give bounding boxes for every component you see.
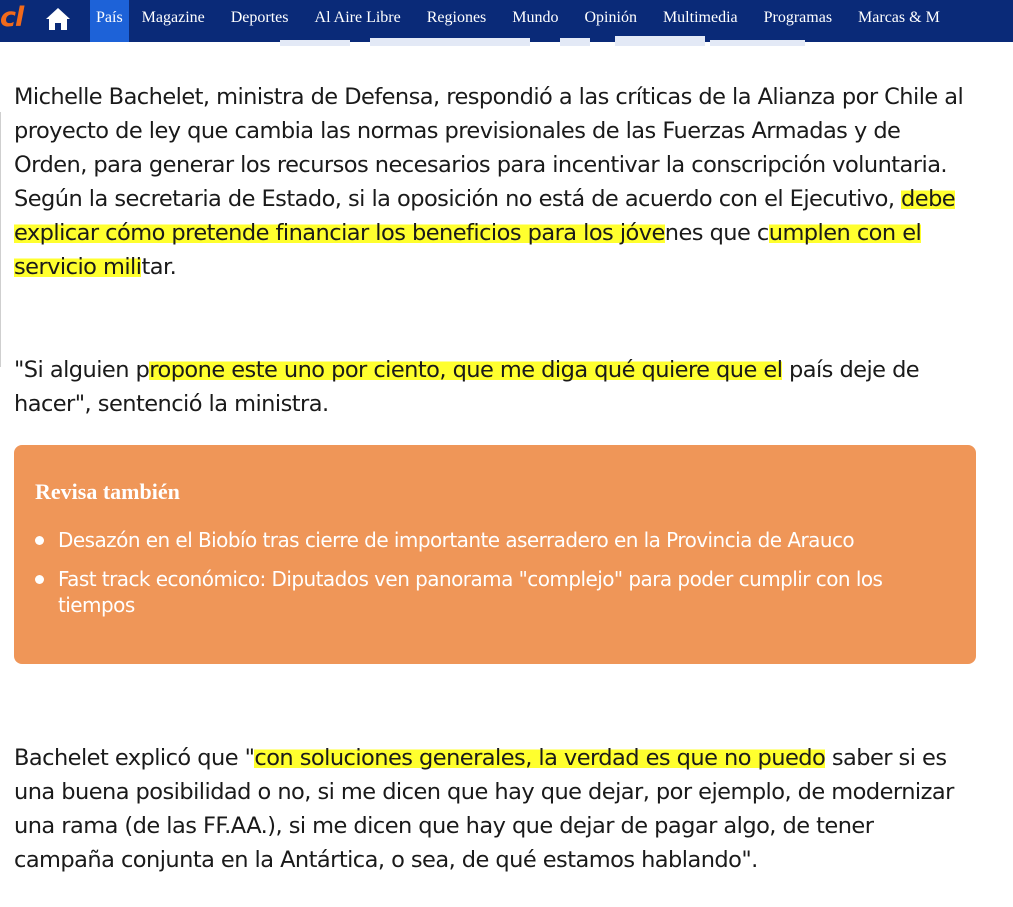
nav-item-opinion[interactable]: Opinión bbox=[584, 9, 637, 26]
related-link[interactable] bbox=[35, 566, 954, 618]
bullet-icon bbox=[35, 575, 44, 584]
article-paragraph-3 bbox=[14, 741, 979, 877]
related-link-text[interactable]: Fast track económico: Diputados ven panorama "complejo" para poder cumplir con los tiempos bbox=[58, 567, 883, 617]
paragraph-text: nes que c bbox=[664, 220, 769, 246]
nav-item-multimedia[interactable]: Multimedia bbox=[662, 9, 738, 26]
nav-item-mundo[interactable]: Mundo bbox=[512, 9, 559, 26]
related-list bbox=[35, 527, 954, 618]
paragraph-text: Michelle Bachelet, ministra de Defensa, respondió a las críticas de la Alianza por Chile al proyecto de ley que cambia las normas previsionales de las Fuerzas Armadas y de Orden, para generar los recursos necesarios para incentivar la conscripción voluntaria. Según la secretaria de Estado, si la oposición no está de acuerdo con el Ejecutivo, bbox=[14, 84, 964, 212]
related-link[interactable] bbox=[35, 527, 954, 553]
highlighted-text: con soluciones generales, la verdad es que no puedo bbox=[254, 745, 826, 771]
nav-item-marcas[interactable]: Marcas & M bbox=[858, 9, 940, 26]
paragraph-text: país deje de hacer", sentenció la ministra. bbox=[14, 357, 920, 417]
paragraph-text: Bachelet explicó que " bbox=[14, 745, 255, 771]
article-paragraph-1 bbox=[14, 80, 979, 284]
nav-item-al-aire-libre[interactable]: Al Aire Libre bbox=[314, 9, 401, 26]
nav-item-deportes[interactable]: Deportes bbox=[230, 9, 289, 26]
article-paragraph-2 bbox=[14, 353, 979, 421]
nav-item-pais[interactable]: País bbox=[90, 0, 129, 42]
bullet-icon bbox=[35, 536, 44, 545]
nav-item-programas[interactable]: Programas bbox=[763, 9, 833, 26]
nav-item-regiones[interactable]: Regiones bbox=[426, 9, 487, 26]
paragraph-text: tar. bbox=[141, 254, 177, 280]
highlighted-text: umplen con el servicio mili bbox=[14, 220, 922, 280]
nav-item-magazine[interactable]: Magazine bbox=[141, 9, 205, 26]
related-heading: Revisa también bbox=[35, 479, 180, 504]
paragraph-text: saber si es una buena posibilidad o no, si me dicen que hay que dejar, por ejemplo, de modernizar una rama (de las FF.AA.), si me dicen que hay que dejar de pagar algo, de tener campaña conjunta en la Antártica, o sea, de qué estamos hablando". bbox=[14, 745, 954, 873]
paragraph-text: "Si alguien p bbox=[14, 357, 150, 383]
left-divider bbox=[0, 112, 1, 367]
site-logo[interactable]: cl bbox=[0, 2, 24, 33]
highlighted-text: debe explicar cómo pretende financiar los beneficios para los jóve bbox=[14, 186, 956, 246]
highlighted-text: ropone este uno por ciento, que me diga qué quiere que el bbox=[149, 357, 783, 383]
related-link-text[interactable]: Desazón en el Biobío tras cierre de importante aserradero en la Provincia de Arauco bbox=[58, 528, 855, 552]
scrolled-content-remnant bbox=[270, 26, 810, 48]
related-articles-box bbox=[14, 445, 976, 664]
home-icon[interactable] bbox=[44, 6, 72, 32]
